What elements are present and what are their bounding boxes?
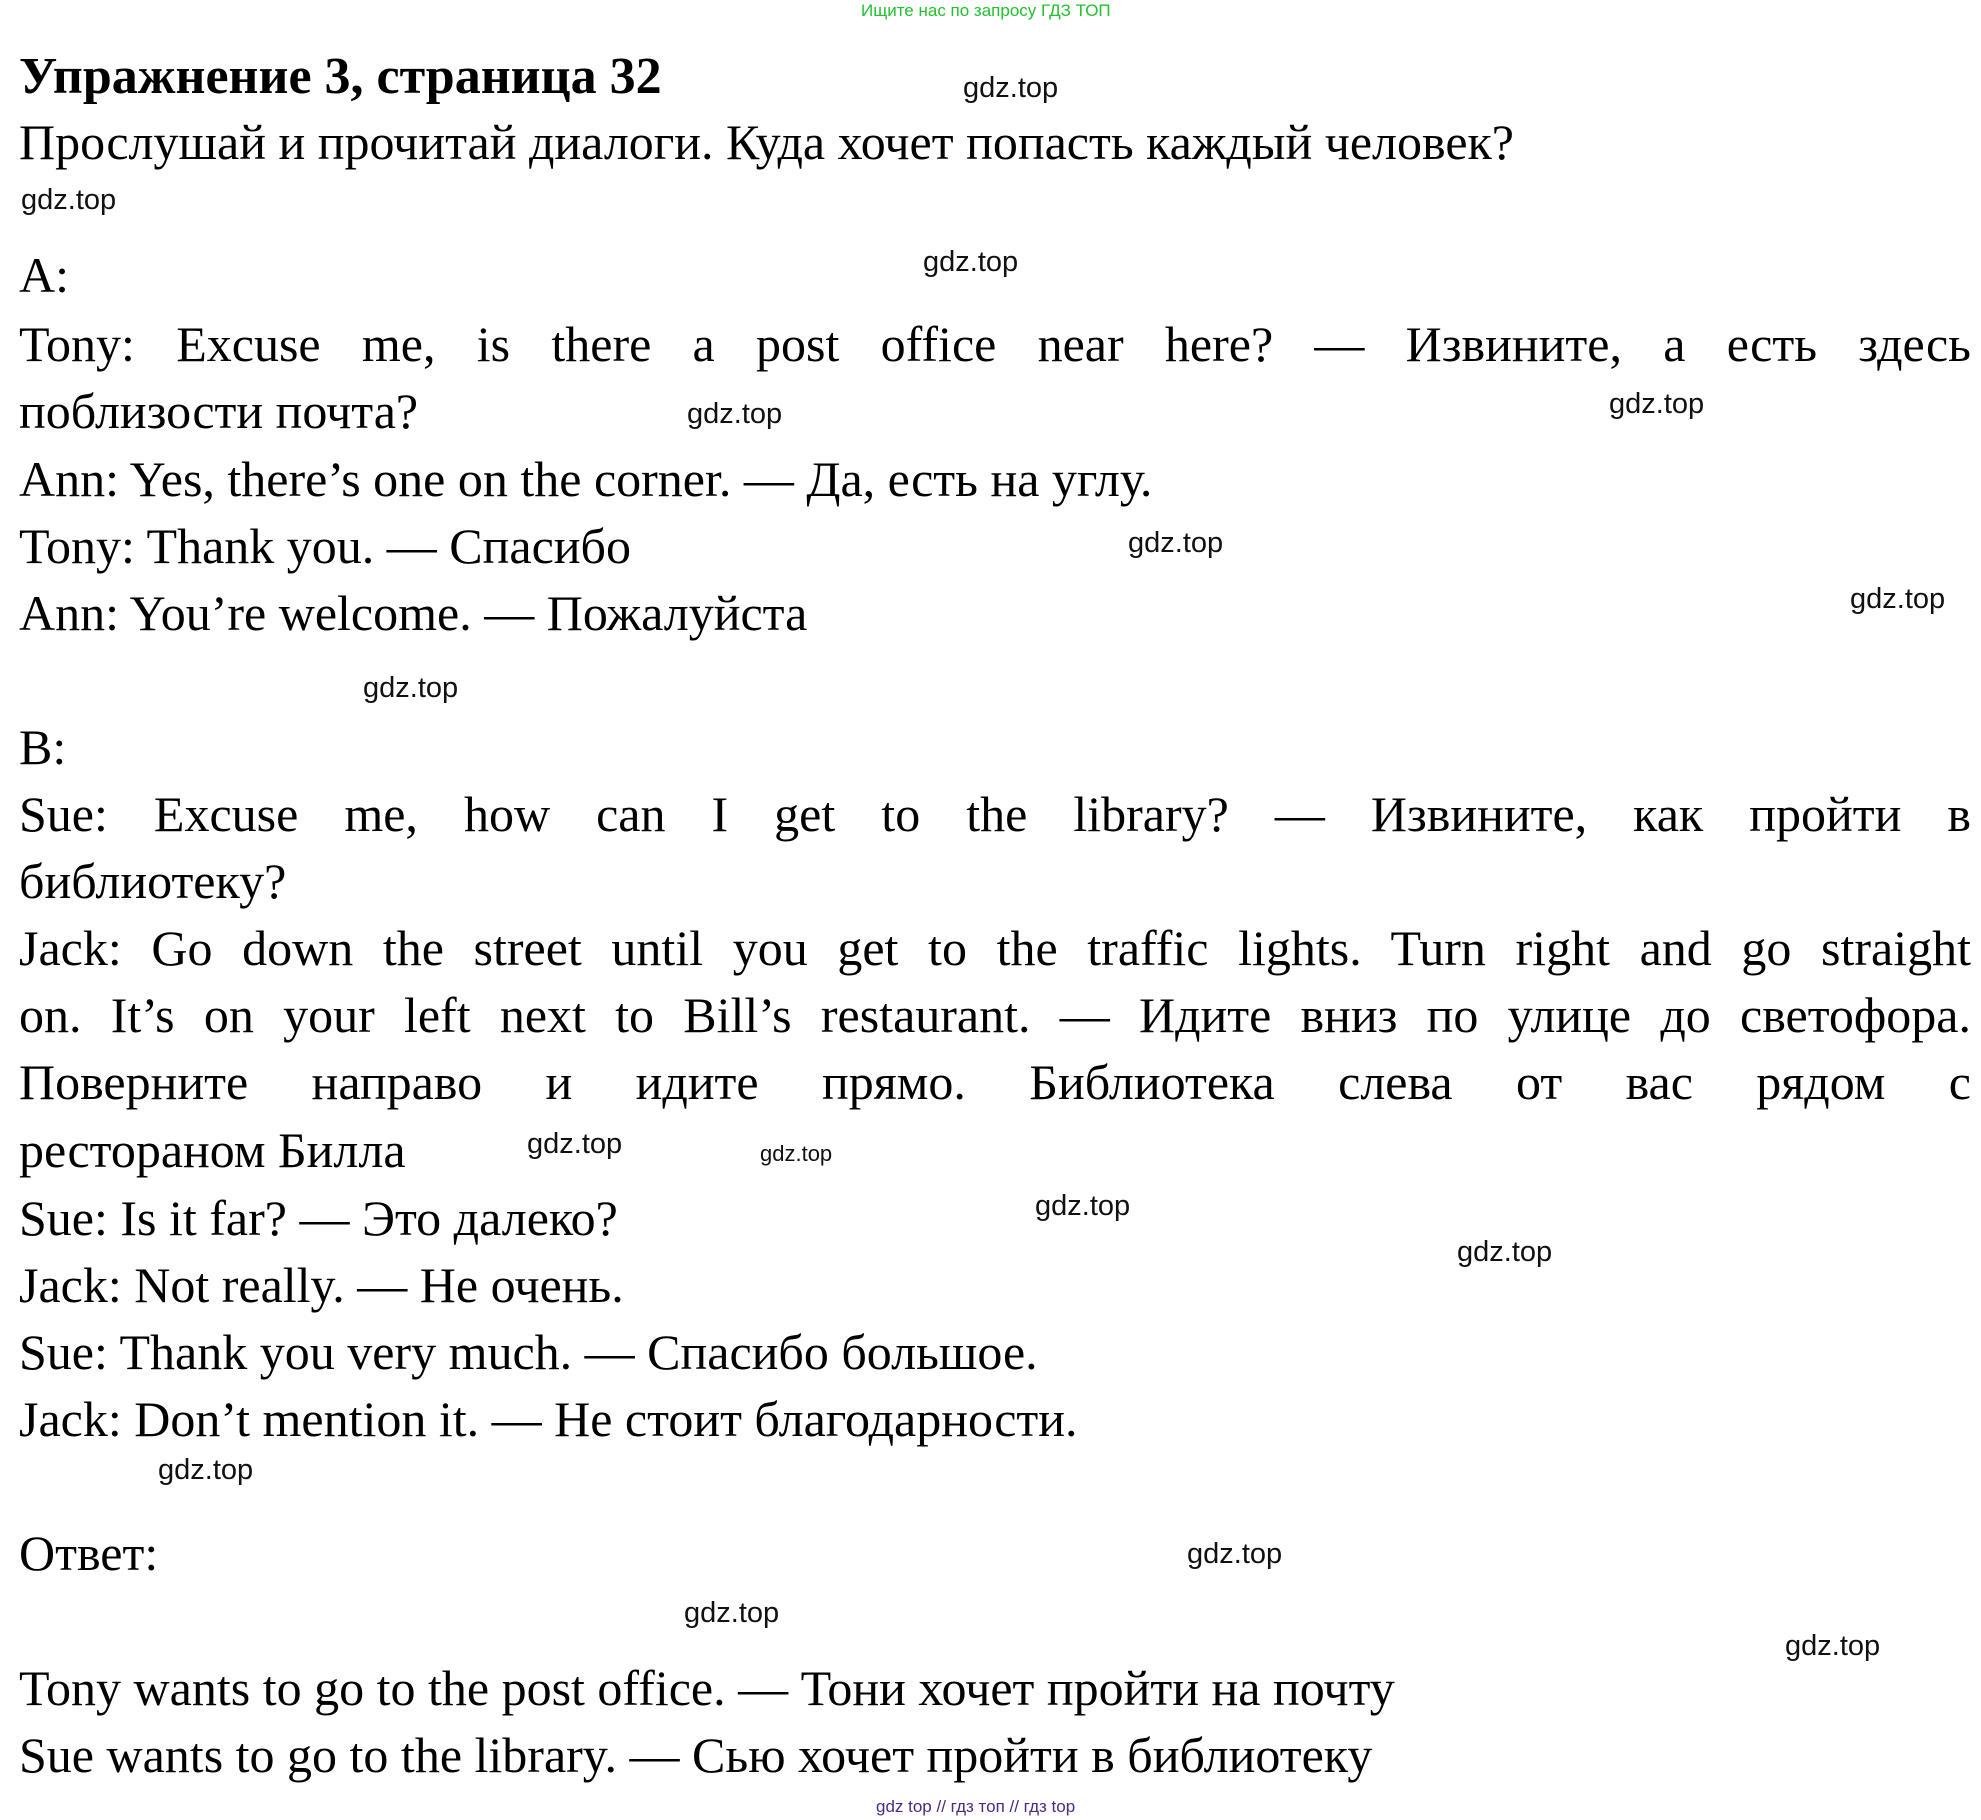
dialogue-line: библиотеку? <box>19 853 287 909</box>
dialogue-line: Tony: Thank you. — Спасибо <box>19 518 631 574</box>
dialogue-line: поблизости почта? <box>19 383 419 439</box>
dialogue-line: Sue: Thank you very much. — Спасибо большое. <box>19 1324 1038 1380</box>
dialogue-line: Tony: Excuse me, is there a post office near here? — Извините, а есть здесь <box>19 316 1971 372</box>
dialogue-line: Jack: Go down the street until you get to the traffic lights. Turn right and go straight <box>19 920 1971 976</box>
watermark: gdz.top <box>1128 527 1224 559</box>
answer-line: Sue wants to go to the library. — Сью хочет пройти в библиотеку <box>19 1727 1373 1783</box>
watermark: gdz.top <box>1187 1538 1283 1570</box>
page-title: Упражнение 3, страница 32 <box>19 48 662 105</box>
watermark: gdz.top <box>760 1141 833 1166</box>
dialogue-line: Sue: Is it far? — Это далеко? <box>19 1190 618 1246</box>
watermark: gdz.top <box>1035 1190 1131 1222</box>
watermark: gdz.top <box>158 1454 254 1486</box>
answer-label: Ответ: <box>19 1525 159 1581</box>
watermark: gdz.top <box>684 1597 780 1629</box>
watermark: gdz.top <box>1785 1630 1881 1662</box>
answer-line: Tony wants to go to the post office. — Тони хочет пройти на почту <box>19 1660 1395 1716</box>
footer-ad-text: gdz top // гдз топ // гдз top <box>876 1797 1076 1816</box>
header-ad-text: Ищите нас по запросу ГДЗ ТОП <box>861 1 1111 20</box>
watermark: gdz.top <box>21 184 117 216</box>
dialogue-line: Jack: Don’t mention it. — Не стоит благодарности. <box>19 1391 1078 1447</box>
dialogue-line: on. It’s on your left next to Bill’s restaurant. — Идите вниз по улице до светофора. <box>19 987 1971 1043</box>
watermark: gdz.top <box>1850 583 1946 615</box>
dialogue-line: Jack: Not really. — Не очень. <box>19 1257 624 1313</box>
watermark: gdz.top <box>1457 1236 1553 1268</box>
dialogue-line: рестораном Билла <box>19 1122 406 1178</box>
dialogue-line: Sue: Excuse me, how can I get to the library? — Извините, как пройти в <box>19 786 1971 842</box>
dialogue-line: Поверните направо и идите прямо. Библиотека слева от вас рядом с <box>19 1054 1971 1110</box>
watermark: gdz.top <box>527 1128 623 1160</box>
task-text: Прослушай и прочитай диалоги. Куда хочет попасть каждый человек? <box>19 114 1514 170</box>
watermark: gdz.top <box>1609 388 1705 420</box>
dialogue-b-label: B: <box>19 719 67 775</box>
dialogue-line: Ann: Yes, there’s one on the corner. — Да, есть на углу. <box>19 451 1153 507</box>
watermark: gdz.top <box>963 72 1059 104</box>
watermark: gdz.top <box>687 398 783 430</box>
watermark: gdz.top <box>923 246 1019 278</box>
watermark: gdz.top <box>363 672 459 704</box>
dialogue-a-label: A: <box>19 247 69 303</box>
dialogue-line: Ann: You’re welcome. — Пожалуйста <box>19 585 808 641</box>
